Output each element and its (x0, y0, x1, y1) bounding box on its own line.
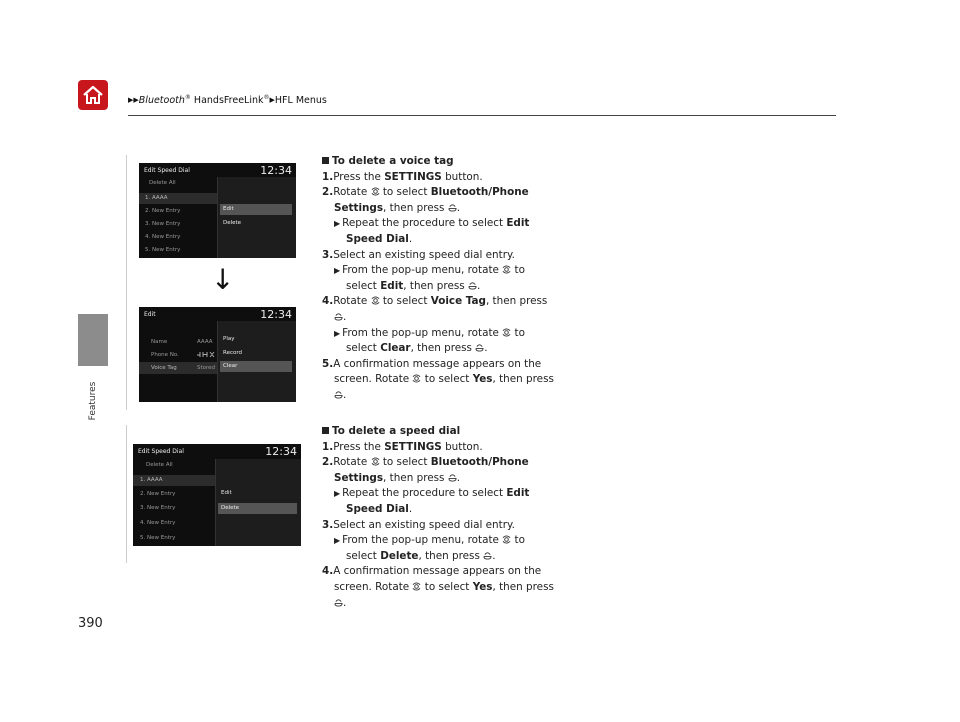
substep-cont: Speed Dial. (346, 502, 413, 515)
step-cont: Settings, then press . (334, 471, 461, 484)
step-cont: screen. Rotate to select Yes, then press (334, 580, 554, 593)
substep: ▶ Repeat the procedure to select Edit (334, 217, 530, 230)
breadcrumb: ▶▶Bluetooth® HandsFreeLink®▶HFL Menus (128, 94, 327, 107)
enter-button-icon (334, 598, 343, 607)
step: 1.Press the SETTINGS button. (322, 440, 483, 453)
list-item[interactable]: 4. New Entry (145, 234, 181, 240)
list-item[interactable]: Delete All (149, 180, 176, 186)
figure-rule (126, 155, 127, 410)
menu-item-edit[interactable]: Edit (221, 490, 232, 496)
list-item[interactable]: 2. New Entry (145, 208, 181, 214)
field-label[interactable]: Voice Tag (139, 362, 217, 374)
substep-cont: Speed Dial. (346, 232, 413, 245)
list-item[interactable]: 1. AAAA (133, 475, 215, 486)
enter-button-icon (448, 473, 457, 482)
step: 5.A confirmation message appears on the (322, 357, 542, 370)
field-value: AAAA (197, 339, 213, 345)
enter-button-icon (475, 343, 484, 352)
selector-knob-icon (371, 187, 380, 196)
square-bullet-icon (322, 427, 329, 434)
substep: ▶ From the pop-up menu, rotate to (334, 534, 525, 547)
header-divider (128, 115, 836, 116)
triangle-bullet-icon: ▶ (334, 219, 341, 229)
substep: ▶ From the pop-up menu, rotate to (334, 326, 525, 339)
substep-cont: select Clear, then press . (346, 342, 488, 355)
selector-knob-icon (502, 265, 511, 274)
enter-button-icon (334, 312, 343, 321)
triangle-bullet-icon: ▶ (334, 489, 341, 499)
triangle-bullet-icon: ▶ (334, 536, 341, 546)
enter-button-icon (468, 281, 477, 290)
triangle-bullet-icon: ▶ (334, 266, 341, 276)
step: 2.Rotate to select Bluetooth/Phone (322, 456, 529, 469)
field-label: Name (151, 339, 168, 345)
list-item[interactable]: Delete All (146, 462, 173, 468)
enter-button-icon (448, 203, 457, 212)
step: 3.Select an existing speed dial entry. (322, 518, 515, 531)
step-cont: . (322, 596, 554, 612)
list-item[interactable]: 1. AAAA (139, 193, 217, 204)
substep: ▶ From the pop-up menu, rotate to (334, 264, 525, 277)
field-label: Phone No. (151, 352, 179, 358)
selector-knob-icon (371, 457, 380, 466)
selector-knob-icon (371, 296, 380, 305)
selector-knob-icon (502, 535, 511, 544)
menu-item-delete[interactable]: Delete (223, 220, 242, 226)
square-bullet-icon (322, 157, 329, 164)
menu-item-record[interactable]: Record (223, 350, 243, 356)
figure-rule (126, 425, 127, 563)
substep-cont: select Edit, then press . (346, 279, 481, 292)
section-tab[interactable] (78, 314, 108, 366)
enter-button-icon (334, 390, 343, 399)
step: 1.Press the SETTINGS button. (322, 170, 483, 183)
down-arrow-icon: ↓ (211, 263, 235, 296)
menu-item-clear[interactable]: Clear (220, 361, 292, 372)
step: 4.A confirmation message appears on the (322, 565, 542, 578)
field-value: Stored (197, 365, 216, 371)
menu-item-delete[interactable]: Delete (218, 503, 297, 514)
list-item[interactable]: 3. New Entry (145, 221, 181, 227)
page-number: 390 (78, 616, 103, 631)
list-item[interactable]: 3. New Entry (140, 505, 176, 511)
step: 3.Select an existing speed dial entry. (322, 248, 515, 261)
screen-edit: Edit 12:34 Name AAAA Phone No. Voice Tag Stored Play Record Clear (139, 307, 296, 402)
screen-edit-speed-dial: Edit Speed Dial 12:34 Delete All 1. AAAA 2. New Entry 3. New Entry 4. New Entry 5. New Entry Edit Delete (139, 163, 296, 258)
menu-item-play[interactable]: Play (223, 336, 235, 342)
step-cont: . (322, 310, 554, 326)
popup-menu (217, 177, 296, 258)
popup-menu (215, 459, 301, 546)
section-heading: To delete a speed dial (322, 424, 554, 440)
section-heading: To delete a voice tag (322, 154, 554, 170)
home-icon (78, 80, 108, 110)
phone-number-graphic (197, 351, 215, 358)
list-item[interactable]: 2. New Entry (140, 491, 176, 497)
instructions-speed-dial (322, 424, 554, 611)
home-button[interactable] (78, 80, 108, 110)
step-cont: . (322, 388, 554, 404)
step-cont: Settings, then press . (334, 201, 461, 214)
triangle-bullet-icon: ▶ (334, 328, 341, 338)
selector-knob-icon (502, 328, 511, 337)
menu-item-edit[interactable]: Edit (220, 204, 292, 215)
section-label: Features (88, 381, 98, 421)
step: 2.Rotate to select Bluetooth/Phone (322, 186, 529, 199)
enter-button-icon (483, 551, 492, 560)
screen-edit-speed-dial: Edit Speed Dial 12:34 Delete All 1. AAAA 2. New Entry 3. New Entry 4. New Entry 5. New Entry Edit Delete (133, 444, 301, 546)
instructions-voice-tag (322, 154, 554, 404)
popup-menu (217, 321, 296, 402)
step: 4.Rotate to select Voice Tag, then press (322, 295, 548, 308)
list-item[interactable]: 4. New Entry (140, 520, 176, 526)
substep: ▶ Repeat the procedure to select Edit (334, 487, 530, 500)
list-item[interactable]: 5. New Entry (140, 535, 176, 541)
list-item[interactable]: 5. New Entry (145, 247, 181, 253)
substep-cont: select Delete, then press . (346, 549, 496, 562)
step-cont: screen. Rotate to select Yes, then press (334, 373, 554, 386)
